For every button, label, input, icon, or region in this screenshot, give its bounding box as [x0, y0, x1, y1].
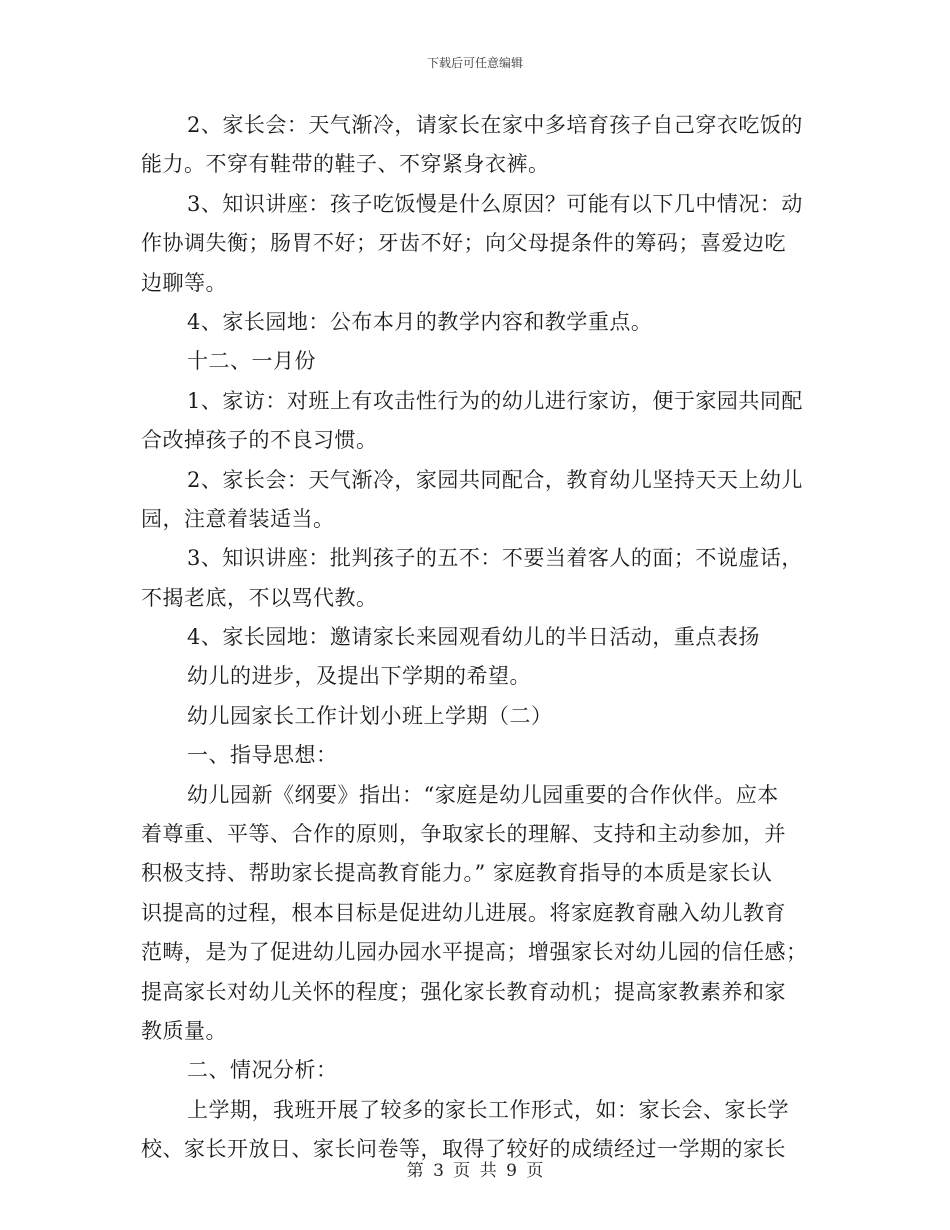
text-line: 作协调失衡；肠胃不好；牙齿不好；向父母提条件的筹码；喜爱边吃 [141, 231, 786, 256]
text-line: 4、家长园地：邀请家长来园观看幼儿的半日活动，重点表扬 [187, 625, 760, 650]
text-line: 园，注意着装适当。 [141, 506, 335, 531]
page-header: 下载后可任意编辑 [426, 56, 523, 70]
text-line: 十二、一月份 [187, 349, 316, 374]
text-line: 提高家长对幼儿关怀的程度；强化家长教育动机；提高家教素养和家 [141, 979, 786, 1004]
text-line: 幼儿的进步，及提出下学期的希望。 [187, 664, 531, 689]
text-line: 识提高的过程，根本目标是促进幼儿进展。将家庭教育融入幼儿教育 [141, 900, 786, 925]
text-line: 3、知识讲座：孩子吃饭慢是什么原因？可能有以下几中情况：动 [187, 191, 803, 216]
text-line: 二、情况分析： [187, 1058, 338, 1083]
text-line: 不揭老底，不以骂代教。 [141, 585, 378, 610]
text-line: 范畴，是为了促进幼儿园办园水平提高；增强家长对幼儿园的信任感； [141, 940, 808, 965]
text-line: 校、家长开放日、家长问卷等，取得了较好的成绩经过一学期的家长 [141, 1137, 786, 1162]
text-line: 2、家长会：天气渐冷，家园共同配合，教育幼儿坚持天天上幼儿 [187, 467, 803, 492]
text-line: 幼儿园家长工作计划小班上学期（二） [187, 703, 553, 728]
page-footer: 第 3 页 共 9 页 [406, 1161, 544, 1181]
text-line: 上学期，我班开展了较多的家长工作形式，如：家长会、家长学 [187, 1097, 789, 1122]
text-line: 边聊等。 [141, 270, 227, 295]
text-line: 1、家访：对班上有攻击性行为的幼儿进行家访，便于家园共同配 [187, 388, 803, 413]
text-line: 教质量。 [141, 1018, 227, 1043]
text-line: 积极支持、帮助家长提高教育能力。” 家庭教育指导的本质是家长认 [141, 861, 773, 886]
text-line: 3、知识讲座：批判孩子的五不：不要当着客人的面；不说虚话， [187, 546, 803, 571]
text-line: 4、家长园地：公布本月的教学内容和教学重点。 [187, 309, 653, 334]
text-line: 2、家长会：天气渐冷，请家长在家中多培育孩子自己穿衣吃饭的 [187, 113, 803, 137]
text-line: 一、指导思想： [187, 743, 338, 768]
text-line: 合改掉孩子的不良习惯。 [141, 428, 378, 453]
document-body [141, 106, 811, 1170]
text-line: 幼儿园新《纲要》指出：“家庭是幼儿园重要的合作伙伴。应本 [187, 782, 779, 807]
text-line: 着尊重、平等、合作的原则，争取家长的理解、支持和主动参加，并 [141, 822, 786, 847]
text-line: 能力。不穿有鞋带的鞋子、不穿紧身衣裤。 [141, 152, 550, 177]
